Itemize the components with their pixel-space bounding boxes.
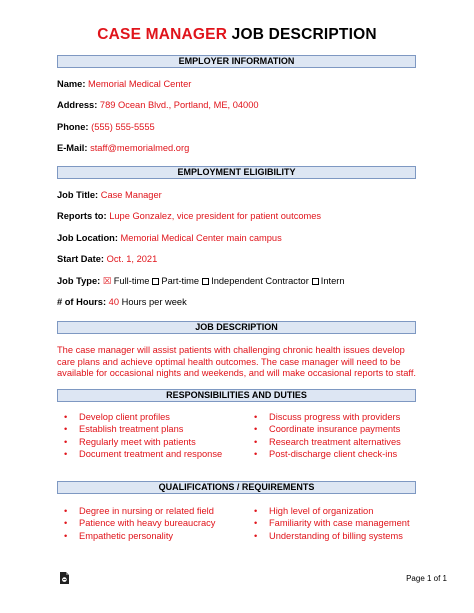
section-employer-information: EMPLOYER INFORMATION [57, 55, 416, 68]
label: Phone: [57, 122, 89, 132]
value: (555) 555-5555 [91, 122, 155, 132]
label: Address: [57, 100, 98, 110]
title-accent: CASE MANAGER [97, 26, 228, 43]
list-item: • Coordinate insurance payments [247, 423, 401, 435]
value: Memorial Medical Center [88, 79, 192, 89]
list-item: • Post-discharge client check-ins [247, 448, 401, 460]
checkbox-empty-icon[interactable] [202, 278, 209, 285]
document-logo-icon [58, 572, 71, 585]
job-type [57, 276, 345, 287]
value: 789 Ocean Blvd., Portland, ME, 04000 [99, 100, 259, 110]
option-independent-contractor: Independent Contractor [211, 276, 309, 286]
employer-address [57, 100, 259, 110]
list-item: • Understanding of billing systems [247, 530, 410, 542]
checkbox-empty-icon[interactable] [152, 278, 159, 285]
label: Name: [57, 79, 86, 89]
value: Memorial Medical Center main campus [120, 233, 282, 243]
reports-to [57, 211, 321, 221]
section-job-description: JOB DESCRIPTION [57, 321, 416, 334]
list-item: • Familiarity with case management [247, 517, 410, 529]
value: Lupe Gonzalez, vice president for patient outcomes [109, 211, 322, 221]
label: Job Type: [57, 276, 101, 286]
value: Oct. 1, 2021 [106, 254, 158, 264]
list-item: • Research treatment alternatives [247, 436, 401, 448]
hours [57, 297, 187, 307]
start-date [57, 254, 157, 264]
list-item: • Patience with heavy bureaucracy [57, 517, 215, 529]
list-item: • High level of organization [247, 505, 410, 517]
employer-name [57, 79, 191, 89]
job-title [57, 190, 162, 200]
job-location [57, 233, 282, 243]
label: E-Mail: [57, 143, 88, 153]
list-item: • Develop client profiles [57, 411, 222, 423]
qualifications-left-list [57, 505, 215, 542]
list-item: • Document treatment and response [57, 448, 222, 460]
option-full-time: Full-time [113, 276, 150, 286]
label: Start Date: [57, 254, 105, 264]
label: Job Location: [57, 233, 118, 243]
title-rest: JOB DESCRIPTION [231, 26, 377, 43]
job-description-text: The case manager will assist patients with challenging chronic health issues develop care plans and achieve optimal health outcomes. The case manager will need to be available for occasional nights and weekends, and will make occasional reports to staff. [57, 345, 416, 379]
section-responsibilities: RESPONSIBILITIES AND DUTIES [57, 389, 416, 402]
option-intern: Intern [320, 276, 345, 286]
page-number: Page 1 of 1 [406, 574, 447, 583]
list-item: • Establish treatment plans [57, 423, 222, 435]
label: Job Title: [57, 190, 99, 200]
employer-phone [57, 122, 155, 132]
label: # of Hours: [57, 297, 107, 307]
value: staff@memorialmed.org [90, 143, 190, 153]
checkbox-checked-icon[interactable]: ☒ [102, 276, 112, 286]
option-part-time: Part-time [161, 276, 200, 286]
qualifications-right-list [247, 505, 410, 542]
list-item: • Regularly meet with patients [57, 436, 222, 448]
hours-suffix: Hours per week [121, 297, 187, 307]
label: Reports to: [57, 211, 107, 221]
list-item: • Degree in nursing or related field [57, 505, 215, 517]
section-employment-eligibility: EMPLOYMENT ELIGIBILITY [57, 166, 416, 179]
employer-email [57, 143, 189, 153]
responsibilities-left-list [57, 411, 222, 461]
value: Case Manager [100, 190, 162, 200]
hours-value: 40 [108, 297, 120, 307]
responsibilities-right-list [247, 411, 401, 461]
section-qualifications: QUALIFICATIONS / REQUIREMENTS [57, 481, 416, 494]
document-title [0, 26, 474, 44]
checkbox-empty-icon[interactable] [312, 278, 319, 285]
list-item: • Discuss progress with providers [247, 411, 401, 423]
list-item: • Empathetic personality [57, 530, 215, 542]
